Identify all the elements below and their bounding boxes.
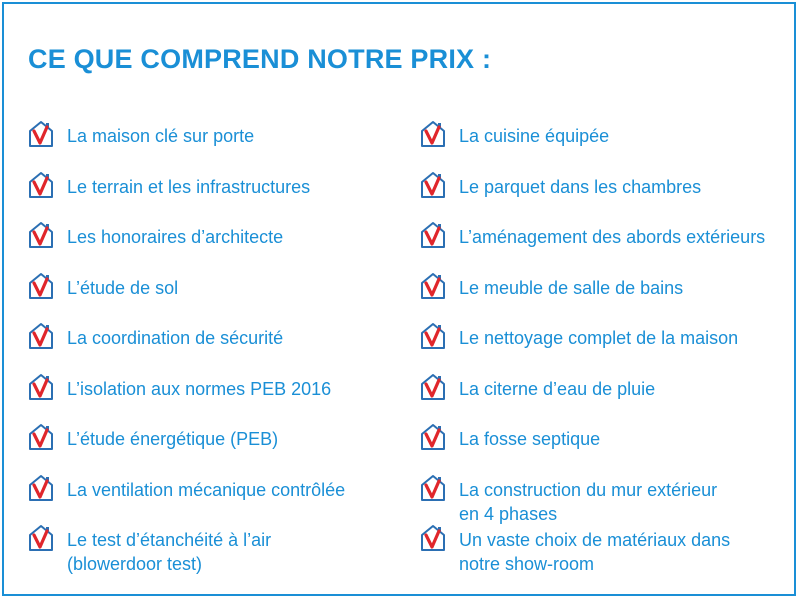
list-item-line: (blowerdoor test): [67, 554, 203, 574]
list-item: [26, 421, 398, 472]
list-item-line: La maison clé sur porte: [67, 126, 255, 146]
list-item: [26, 472, 398, 523]
inclusions-list-right: [418, 118, 798, 573]
list-item-label: [67, 225, 283, 249]
list-item-line: L’étude énergétique (PEB): [67, 429, 279, 449]
list-item-line: La ventilation mécanique contrôlée: [67, 479, 346, 500]
house-check-icon: [418, 170, 448, 200]
list-item-line: La citerne d’eau de pluie: [459, 378, 656, 399]
list-item: [418, 522, 798, 573]
list-item: [418, 421, 798, 472]
list-item-label: [67, 377, 331, 401]
list-item-line: La cuisine équipée: [459, 126, 610, 146]
house-check-icon: [26, 170, 56, 200]
list-item-line: en 4 phases: [459, 503, 558, 524]
list-item: [26, 169, 398, 220]
house-check-icon: [26, 422, 56, 452]
list-item-label: [459, 326, 738, 350]
house-check-icon: [418, 321, 448, 351]
house-check-icon: [418, 473, 448, 503]
list-item-label: [459, 124, 609, 148]
list-item-label: [459, 427, 600, 451]
list-item: [418, 118, 798, 169]
list-item: [418, 169, 798, 220]
house-check-icon: [418, 372, 448, 402]
list-item: [418, 320, 798, 371]
list-item-line: L’aménagement des abords extérieurs: [459, 227, 766, 247]
list-item-label: [459, 478, 717, 526]
list-item: [418, 270, 798, 321]
house-check-icon: [26, 271, 56, 301]
list-item: [26, 118, 398, 169]
house-check-icon: [418, 119, 448, 149]
list-item: [26, 320, 398, 371]
list-item-label: [459, 175, 701, 199]
list-item: [26, 219, 398, 270]
list-item-label: [459, 225, 765, 249]
list-item: [418, 219, 798, 270]
list-item-line: La fosse septique: [459, 429, 601, 449]
list-item-line: La coordination de sécurité: [67, 328, 284, 348]
list-item-line: Les honoraires d’architecte: [67, 227, 284, 247]
page-title: CE QUE COMPREND NOTRE PRIX :: [28, 44, 492, 74]
list-item-line: La construction du mur extérieur: [459, 479, 718, 500]
list-item-label: [67, 528, 271, 576]
list-item-label: [67, 175, 310, 199]
list-item-label: [67, 427, 278, 451]
house-check-icon: [26, 321, 56, 351]
list-item: [418, 371, 798, 422]
house-check-icon: [26, 523, 56, 553]
list-item: [26, 522, 398, 573]
list-item-line: notre show-room: [459, 554, 595, 574]
price-inclusions-panel: [2, 2, 796, 596]
inclusions-list-left: [26, 118, 398, 573]
list-item-line: Un vaste choix de matériaux dans: [459, 530, 731, 550]
list-item-label: [459, 377, 655, 401]
list-item: [26, 270, 398, 321]
list-item-label: [67, 478, 345, 502]
list-item-label: [67, 124, 254, 148]
list-item-line: Le parquet dans les chambres: [459, 176, 702, 197]
house-check-icon: [26, 473, 56, 503]
list-item-label: [67, 276, 178, 300]
house-check-icon: [418, 422, 448, 452]
list-item-line: L’étude de sol: [67, 277, 179, 298]
list-item-line: L’isolation aux normes PEB 2016: [67, 378, 332, 399]
list-item-label: [67, 326, 283, 350]
list-item-line: Le test d’étanchéité à l’air: [67, 530, 272, 550]
house-check-icon: [26, 119, 56, 149]
list-item-label: [459, 528, 730, 576]
list-item: [418, 472, 798, 523]
list-item-label: [459, 276, 683, 300]
house-check-icon: [418, 220, 448, 250]
house-check-icon: [418, 523, 448, 553]
list-item: [26, 371, 398, 422]
list-item-line: Le nettoyage complet de la maison: [459, 328, 739, 348]
list-item-line: Le terrain et les infrastructures: [67, 176, 311, 197]
list-item-line: Le meuble de salle de bains: [459, 277, 684, 298]
house-check-icon: [26, 372, 56, 402]
house-check-icon: [418, 271, 448, 301]
house-check-icon: [26, 220, 56, 250]
